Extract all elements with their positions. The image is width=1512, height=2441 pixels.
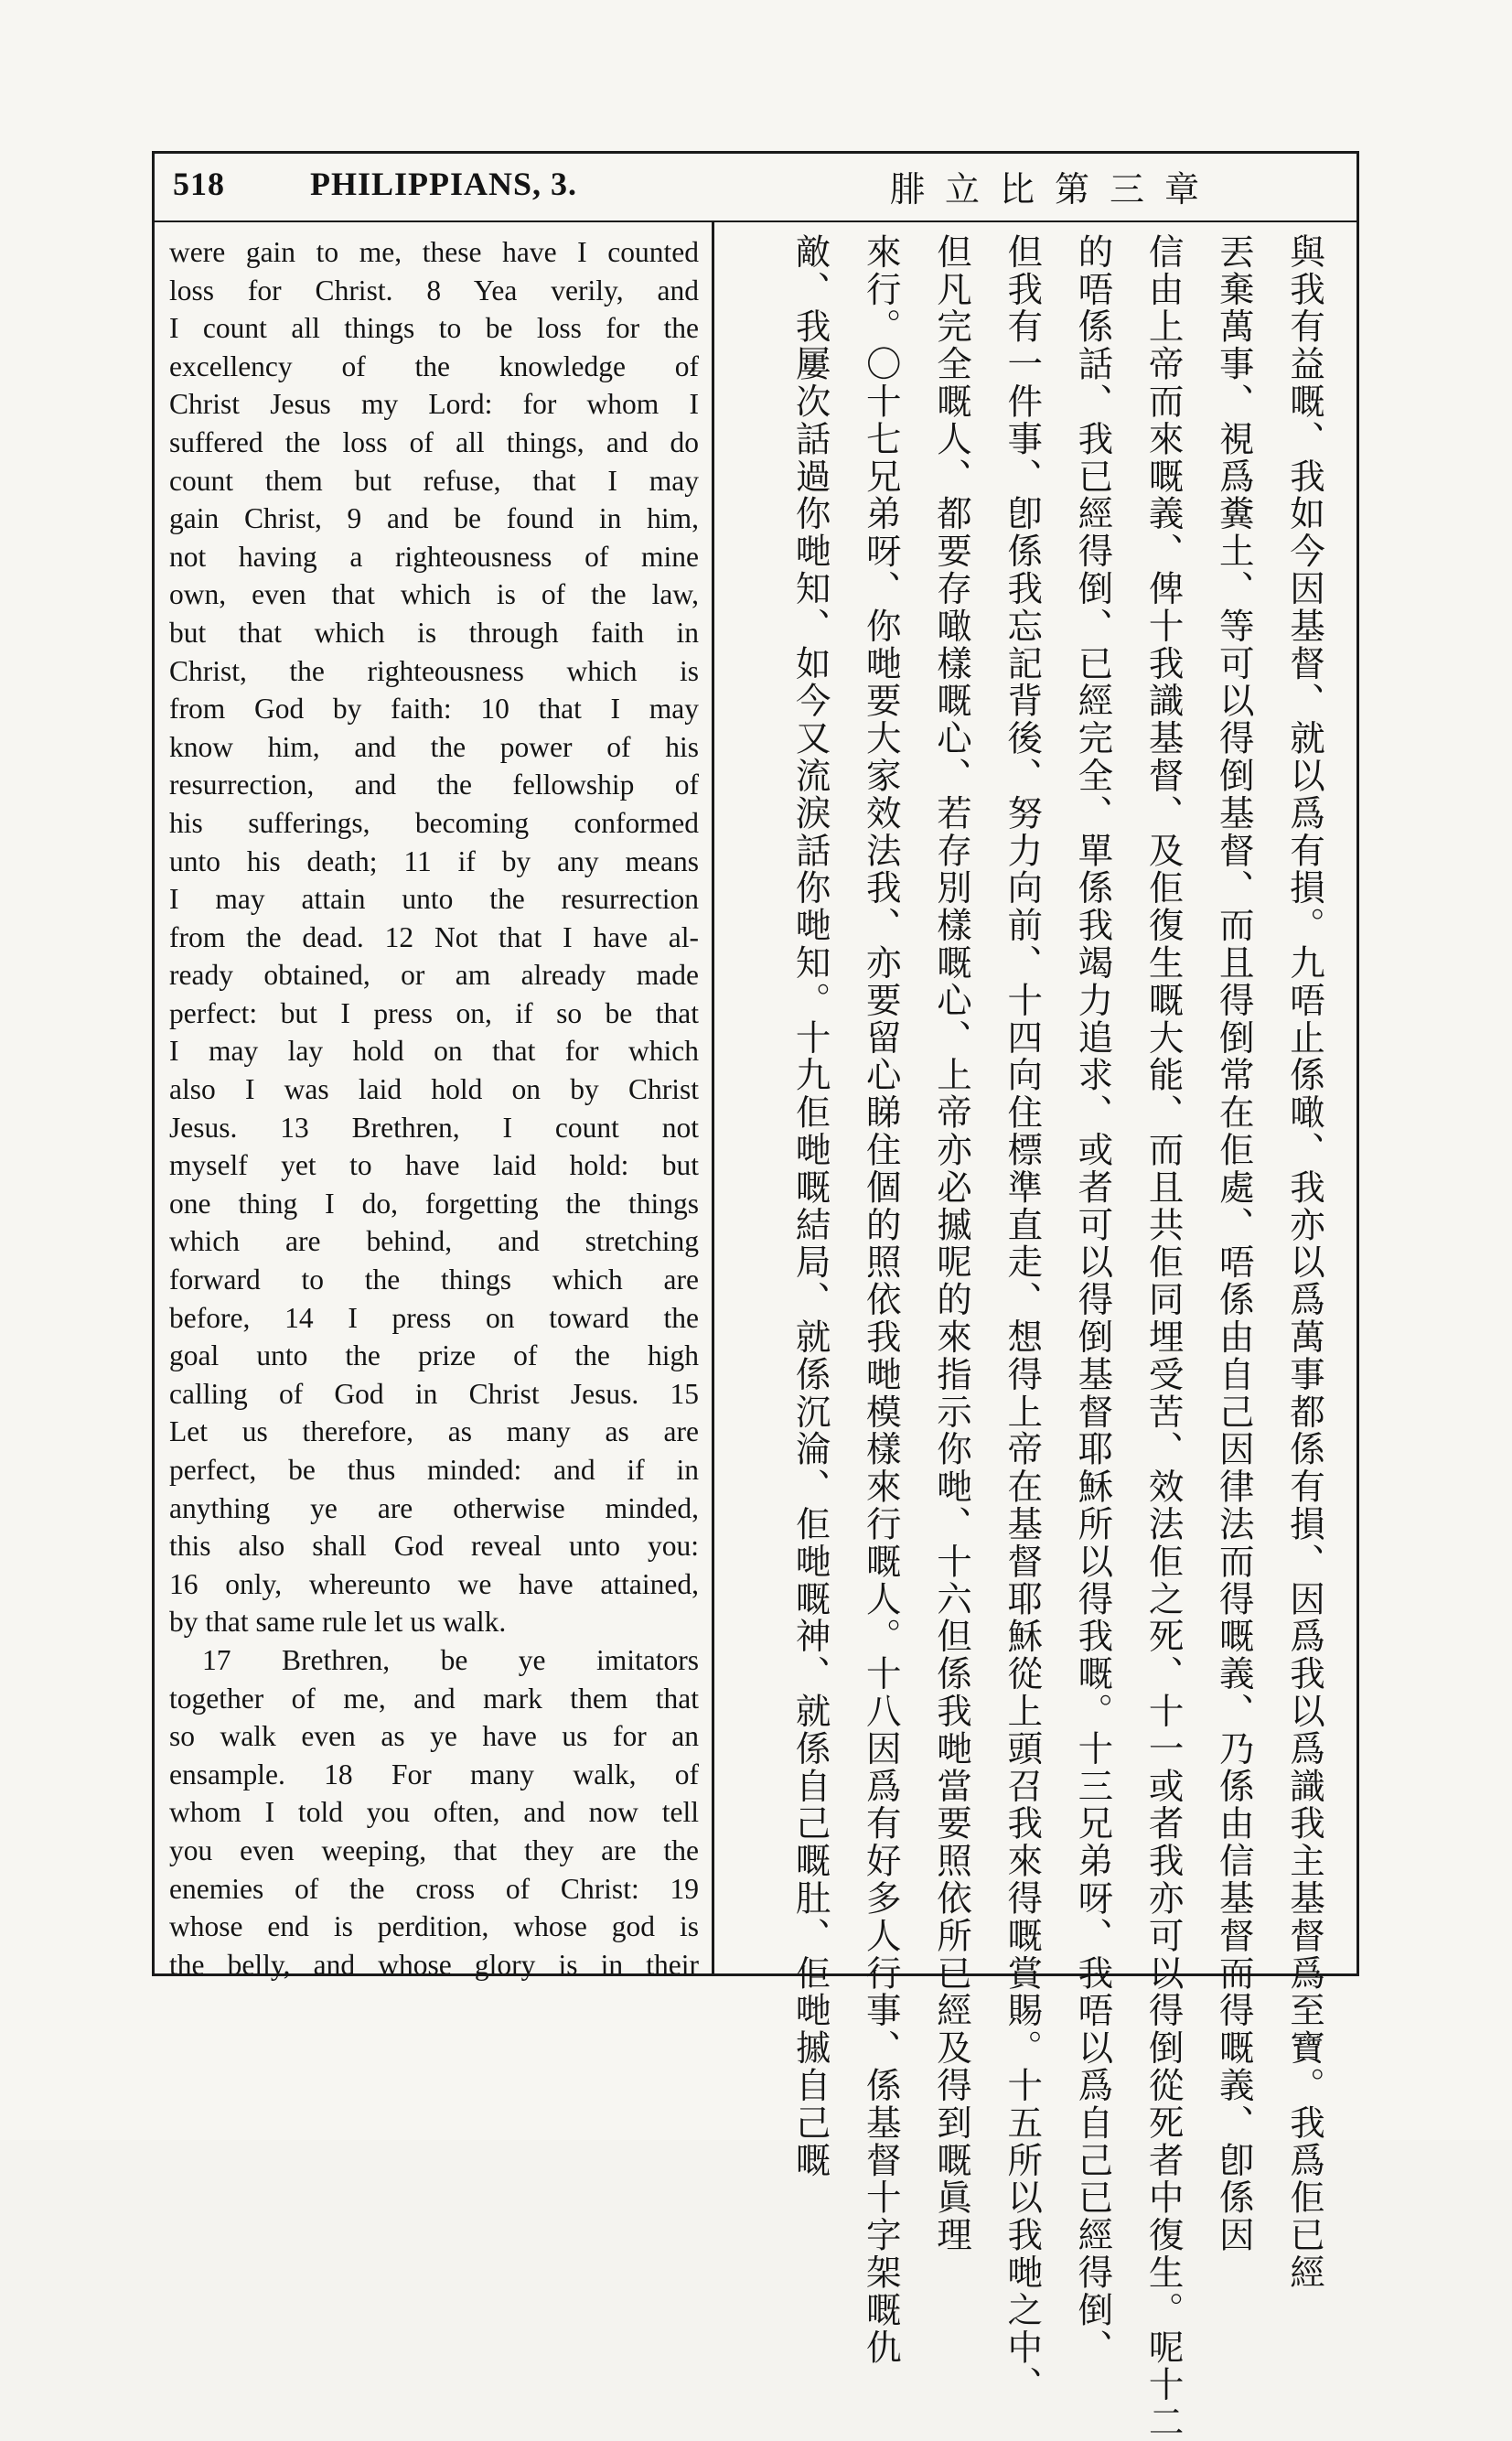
english-line: I may lay hold on that for which bbox=[169, 1035, 699, 1068]
english-line: you even weeping, that they are the bbox=[169, 1833, 699, 1866]
english-line: together of me, and mark them that bbox=[169, 1682, 699, 1715]
english-line: this also shall God reveal unto you: bbox=[169, 1530, 699, 1563]
english-line: suffered the loss of all things, and do bbox=[169, 425, 699, 458]
english-line: Christ, the righteousness which is bbox=[169, 654, 699, 687]
chinese-vertical-text bbox=[775, 233, 1340, 2441]
english-line: by that same rule let us walk. bbox=[169, 1606, 507, 1639]
page-header bbox=[155, 154, 1357, 222]
page-frame bbox=[152, 151, 1359, 2441]
english-line: myself yet to have laid hold: but bbox=[169, 1149, 699, 1182]
english-line: ready obtained, or am already made bbox=[169, 959, 699, 992]
english-line: calling of God in Christ Jesus. 15 bbox=[169, 1377, 699, 1410]
chinese-column: 信由上帝而來嘅義、俾十我識基督、及佢復生嘅大能、而且共佢同埋受苦、效法佢之死、十一或者我亦可以得倒從死者中復生。呢十二 bbox=[1142, 233, 1185, 2441]
english-line: know him, and the power of his bbox=[169, 730, 699, 763]
english-line: before, 14 I press on toward the bbox=[169, 1301, 699, 1334]
english-line: perfect: but I press on, if so be that bbox=[169, 996, 699, 1029]
english-line: forward to the things which are bbox=[169, 1264, 699, 1296]
english-line: I count all things to be loss for the bbox=[169, 312, 699, 345]
english-line: ensample. 18 For many walk, of bbox=[169, 1758, 699, 1790]
chinese-text-column bbox=[714, 222, 1357, 2441]
chinese-column: 的唔係話、我已經得倒、已經完全、單係我竭力追求、或者可以得倒基督耶穌所以得我嘅。十三兄弟呀、我唔以爲自己已經得倒、 bbox=[1072, 233, 1114, 2367]
english-line: enemies of the cross of Christ: 19 bbox=[169, 1872, 699, 1905]
chinese-column: 但我有一件事、卽係我忘記背後、努力向前、十四向住標準直走、想得上帝在基督耶穌從上頭召我來得嘅賞賜。十五所以我哋之中、 bbox=[1002, 233, 1044, 2404]
english-line: the belly, and whose glory is in their bbox=[169, 1948, 699, 1981]
chinese-column: 丟棄萬事、視爲糞土、等可以得倒基督、而且得倒常在佢處、唔係由自己因律法而得嘅義、乃係由信基督而得嘅義、卽係因 bbox=[1213, 233, 1255, 2254]
english-line: Christ Jesus my Lord: for whom I bbox=[169, 388, 699, 421]
english-line: excellency of the knowledge of bbox=[169, 349, 699, 382]
english-line: were gain to me, these have I counted bbox=[169, 236, 699, 268]
english-line: from God by faith: 10 that I may bbox=[169, 693, 699, 726]
page-number: 518 bbox=[173, 166, 225, 202]
english-line: loss for Christ. 8 Yea verily, and bbox=[169, 274, 699, 306]
english-line: which are behind, and stretching bbox=[169, 1225, 699, 1258]
english-line: not having a righteousness of mine bbox=[169, 540, 699, 573]
english-text-column bbox=[155, 222, 714, 1981]
english-line: I may attain unto the resurrection bbox=[169, 883, 699, 916]
english-line: but that which is through faith in bbox=[169, 616, 699, 649]
chinese-column: 與我有益嘅、我如今因基督、就以爲有損。九唔止係噉、我亦以爲萬事都係有損、因爲我以爲識我主基督爲至寶。我爲佢已經 bbox=[1284, 233, 1325, 2292]
english-line: whom I told you often, and now tell bbox=[169, 1796, 699, 1829]
english-line: Jesus. 13 Brethren, I count not bbox=[169, 1111, 699, 1144]
english-line: his sufferings, becoming conformed bbox=[169, 806, 699, 839]
english-line: 16 only, whereunto we have attained, bbox=[169, 1567, 699, 1600]
english-line: one thing I do, forgetting the things bbox=[169, 1187, 699, 1220]
english-line: unto his death; 11 if by any means bbox=[169, 844, 699, 877]
english-line: anything ye are otherwise minded, bbox=[169, 1491, 699, 1524]
running-head-chinese: 章三第比立腓 bbox=[889, 169, 1219, 210]
english-line: 17 Brethren, be ye imitators bbox=[202, 1643, 699, 1676]
running-head-english: PHILIPPIANS, 3. bbox=[310, 166, 578, 202]
english-line: so walk even as ye have us for an bbox=[169, 1720, 699, 1753]
english-line: goal unto the prize of the high bbox=[169, 1339, 699, 1372]
english-line: from the dead. 12 Not that I have al- bbox=[169, 920, 699, 953]
english-line: also I was laid hold on by Christ bbox=[169, 1073, 699, 1106]
english-line: gain Christ, 9 and be found in him, bbox=[169, 502, 699, 535]
chinese-column: 來行。〇十七兄弟呀、你哋要大家效法我、亦要留心睇住個的照依我哋模樣來行嘅人。十八因爲有好多人行事、係基督十字架嘅仇 bbox=[860, 233, 902, 2367]
chinese-column: 敵、我屢次話過你哋知、如今又流淚話你哋知。十九佢哋嘅結局、就係沉淪、佢哋嘅神、就係自己嘅肚、佢哋摵自己嘅 bbox=[789, 233, 831, 2179]
english-line: count them but refuse, that I may bbox=[169, 464, 699, 497]
english-line: resurrection, and the fellowship of bbox=[169, 769, 699, 801]
english-line: perfect, be thus minded: and if in bbox=[169, 1454, 699, 1486]
chinese-column: 但凡完全嘅人、都要存噉樣嘅心、若存別樣嘅心、上帝亦必摵呢的來指示你哋、十六但係我哋當要照依所已經及得到嘅眞理 bbox=[930, 233, 972, 2254]
english-line: Let us therefore, as many as are bbox=[169, 1415, 699, 1448]
english-line: own, even that which is of the law, bbox=[169, 578, 699, 611]
english-line: whose end is perdition, whose god is bbox=[169, 1910, 699, 1943]
